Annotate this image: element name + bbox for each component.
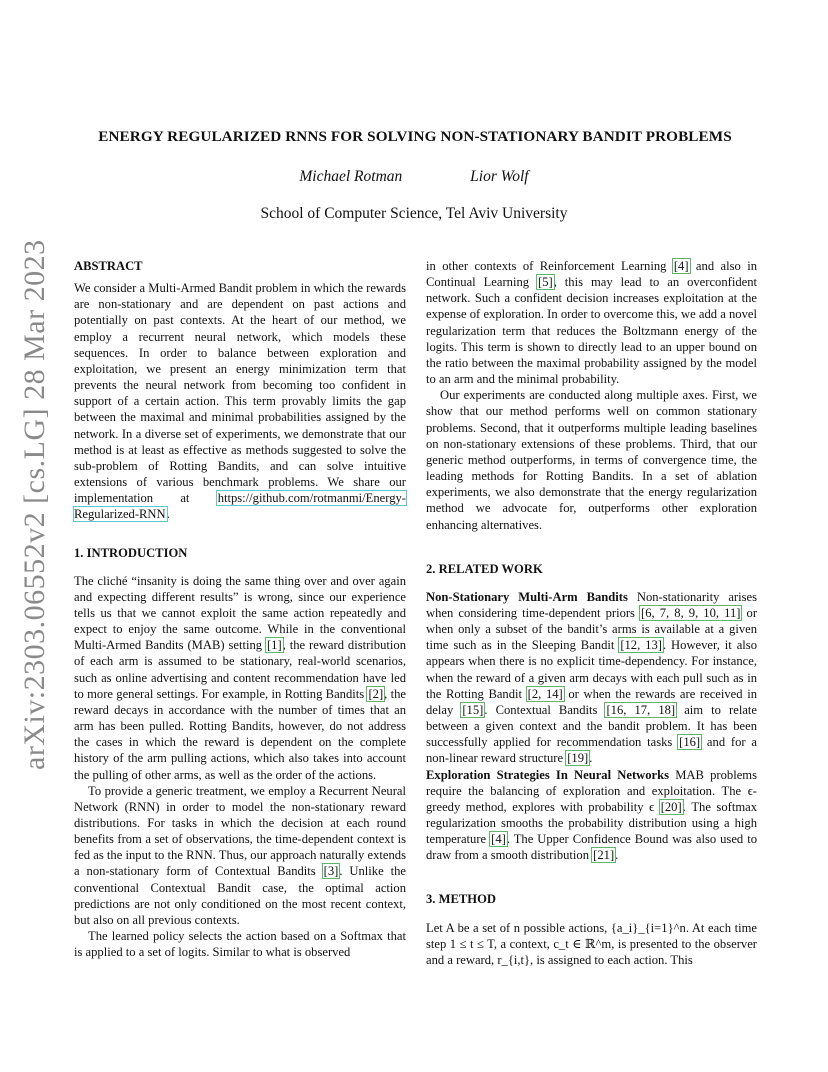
citation-link[interactable]: [15] bbox=[462, 702, 484, 717]
intro-paragraph-3: The learned policy selects the action based on a Softmax that is applied to a set of logits. Similar to what is observed bbox=[74, 929, 406, 960]
citation-link[interactable]: [1] bbox=[266, 638, 282, 653]
citation-link[interactable]: [12, 13] bbox=[620, 638, 662, 653]
right-column bbox=[426, 258, 757, 968]
affiliation: School of Computer Science, Tel Aviv University bbox=[260, 205, 568, 222]
citation-link[interactable]: [19] bbox=[567, 751, 589, 766]
citation-link[interactable]: [2, 14] bbox=[527, 686, 563, 701]
citation-link[interactable]: [20] bbox=[660, 799, 682, 814]
author-name: Lior Wolf bbox=[470, 168, 529, 185]
related-work-heading: 2. RELATED WORK bbox=[426, 561, 543, 576]
method-paragraph: Let A be a set of n possible actions, {a_i}_{i=1}^n. At each time step 1 ≤ t ≤ T, a context, c_t ∈ ℝ^m, is presented to the observer and a reward, r_{i,t}, is assigned to each action. This bbox=[426, 920, 757, 967]
intro-paragraph-1: The cliché “insanity is doing the same thing over and over again and expecting different results” is wrong, since our experience tells us that we cannot exploit the same action repeatedly and expect to enjoy the same outcome. While in the conventional Multi-Armed Bandits (MAB) setting [1], the reward distribution of each arm is assumed to be stationary, real-world scenarios, such as online advertising and content recommendation have led to more general settings. For example, in Rotting Bandits [2], the reward decays in accordance with the number of times that an arm has been pulled. Rotting Bandits, however, do not address the cases in which the reward is dependent on the complete history of the arm pulling actions, which also takes into account the pulling of other arms, as well as the order of the actions. bbox=[74, 573, 406, 782]
citation-link[interactable]: [3] bbox=[323, 864, 339, 879]
abstract-text: We consider a Multi-Armed Bandit problem in which the rewards are non-stationary and are dependent on past actions and potentially on past contexts. At the heart of our method, we employ a recurrent neural network, which models these sequences. In order to balance between exploration and exploitation, we present an energy minimization term that prevents the neural network from becoming too confident in support of a certain action. This term provably limits the gap between the maximal and minimal probabilities assigned by the network. In a diverse set of experiments, we demonstrate that our method is at least as effective as methods suggested to solve the sub-problem of Rotting Bandits, and can solve intuitive extensions of various benchmark problems. We share our implementation at https://github.com/rotmanmi/Energy-Regularized-RNN. bbox=[74, 281, 406, 522]
intro-paragraph-4: Our experiments are conducted along multiple axes. First, we show that our method performs well on common stationary problems. Second, that it outperforms multiple leading baselines on non-stationary extensions of these problems. Third, that our generic method outperforms, in terms of convergence time, the leading methods for Rotting Bandits. In a set of ablation experiments, we also demonstrate that the energy regularization method we advocate for, outperforms other exploration enhancing alternatives. bbox=[426, 388, 757, 532]
citation-link[interactable]: [4] bbox=[491, 832, 506, 847]
subsection-title: Exploration Strategies In Neural Networks bbox=[426, 767, 670, 782]
intro-paragraph-2: To provide a generic treatment, we employ a Recurrent Neural Network (RNN) in order to model the non-stationary reward distributions. For tasks in which the decision at each round benefits from a set of observations, the time-dependent context is fed as the input to the RNN. Thus, our approach naturally extends a non-stationary form of Contextual Bandits [3]. Unlike the conventional Contextual Bandit case, the optimal action predictions are not only conditioned on the most recent context, but also on all previous contexts. bbox=[74, 783, 406, 927]
abstract-heading: ABSTRACT bbox=[74, 259, 143, 273]
related-paragraph-2: Exploration Strategies In Neural Networks MAB problems require the balancing of exploration and exploitation. The ϵ-greedy method, explores with probability ϵ [20]. The softmax regularization smooths the probability distribution using a high temperature [4]. The Upper Confidence Bound was also used to draw from a smooth distribution [21]. bbox=[426, 767, 757, 863]
citation-link[interactable]: [5] bbox=[538, 275, 553, 290]
citation-link[interactable]: [4] bbox=[673, 259, 689, 273]
method-heading: 3. METHOD bbox=[426, 892, 496, 907]
related-paragraph-1: Non-Stationary Multi-Arm Bandits Non-stationarity arises when considering time-dependent priors [6, 7, 8, 9, 10, 11] or when only a subset of the bandit’s arms is available at a given time such as in the Sleeping Bandit [12, 13]. However, it also appears when there is no explicit time-dependency. For instance, when the reward of a given arm decays with each pull such as in the Rotting Bandit [2, 14] or when the rewards are received in delay [15]. Contextual Bandits [16, 17, 18] aim to relate between a given context and the bandit problem. It has been successfully applied for recommendation tasks [16] and for a non-linear reward structure [19]. bbox=[426, 589, 758, 766]
citation-link[interactable]: [2] bbox=[368, 686, 384, 701]
citation-link[interactable]: [21] bbox=[593, 848, 615, 863]
author-list bbox=[0, 168, 828, 186]
subsection-title: Non-Stationary Multi-Arm Bandits bbox=[426, 589, 628, 604]
left-column bbox=[74, 258, 406, 960]
code-link[interactable]: https://github.com/rotmanmi/Energy-Regularized-RNN bbox=[74, 491, 406, 522]
arxiv-identifier: arXiv:2303.06552v2 [cs.LG] 28 Mar 2023 bbox=[18, 239, 51, 770]
citation-link[interactable]: [6, 7, 8, 9, 10, 11] bbox=[641, 605, 741, 620]
author-name: Michael Rotman bbox=[299, 168, 403, 185]
paper-title: ENERGY REGULARIZED RNNS FOR SOLVING NON-STATIONARY BANDIT PROBLEMS bbox=[98, 128, 732, 145]
citation-link[interactable]: [16, 17, 18] bbox=[606, 702, 676, 717]
intro-paragraph-3-continued: in other contexts of Reinforcement Learning [4] and also in Continual Learning [5], this may lead to an overconfident network. Such a confident decision increases exploitation at the expense of exploration. In order to overcome this, we add a novel regularization term that reduces the Boltzmann energy of the logits. This term is shown to directly lead to an upper bound on the ratio between the maximal probability assigned by the model to an arm and the minimal probability. bbox=[426, 259, 758, 387]
introduction-heading: 1. INTRODUCTION bbox=[74, 545, 188, 560]
citation-link[interactable]: [16] bbox=[679, 735, 701, 750]
